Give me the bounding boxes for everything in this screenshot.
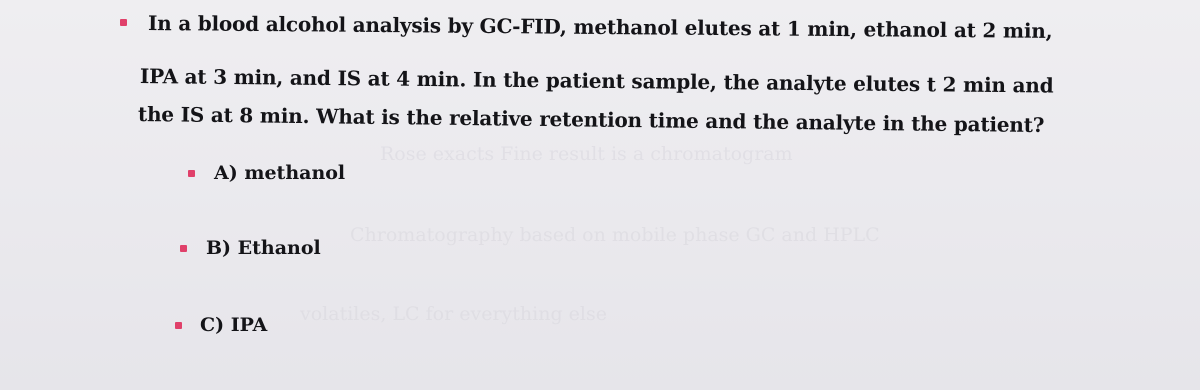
bleed-through-2: Chromatography based on mobile phase GC and HPLC — [350, 224, 880, 246]
option-a-bullet-icon — [188, 170, 195, 177]
option-b-label: B) Ethanol — [206, 237, 321, 259]
option-b-bullet-icon — [180, 245, 187, 252]
question-line-2: IPA at 3 min, and IS at 4 min. In the patient sample, the analyte elutes t 2 min and — [139, 64, 1054, 98]
question-line-1: In a blood alcohol analysis by GC-FID, methanol elutes at 1 min, ethanol at 2 min, — [147, 11, 1053, 43]
option-c-bullet-icon — [175, 322, 182, 329]
question-line-3: the IS at 8 min. What is the relative retention time and the analyte in the patient? — [137, 102, 1045, 138]
bleed-through-3: volatiles, LC for everything else — [300, 303, 607, 325]
option-c-label: C) IPA — [200, 314, 268, 336]
bleed-through-1: Rose exacts Fine result is a chromatogram — [380, 143, 793, 165]
question-bullet-icon — [120, 19, 127, 26]
option-a-label: A) methanol — [214, 162, 346, 184]
